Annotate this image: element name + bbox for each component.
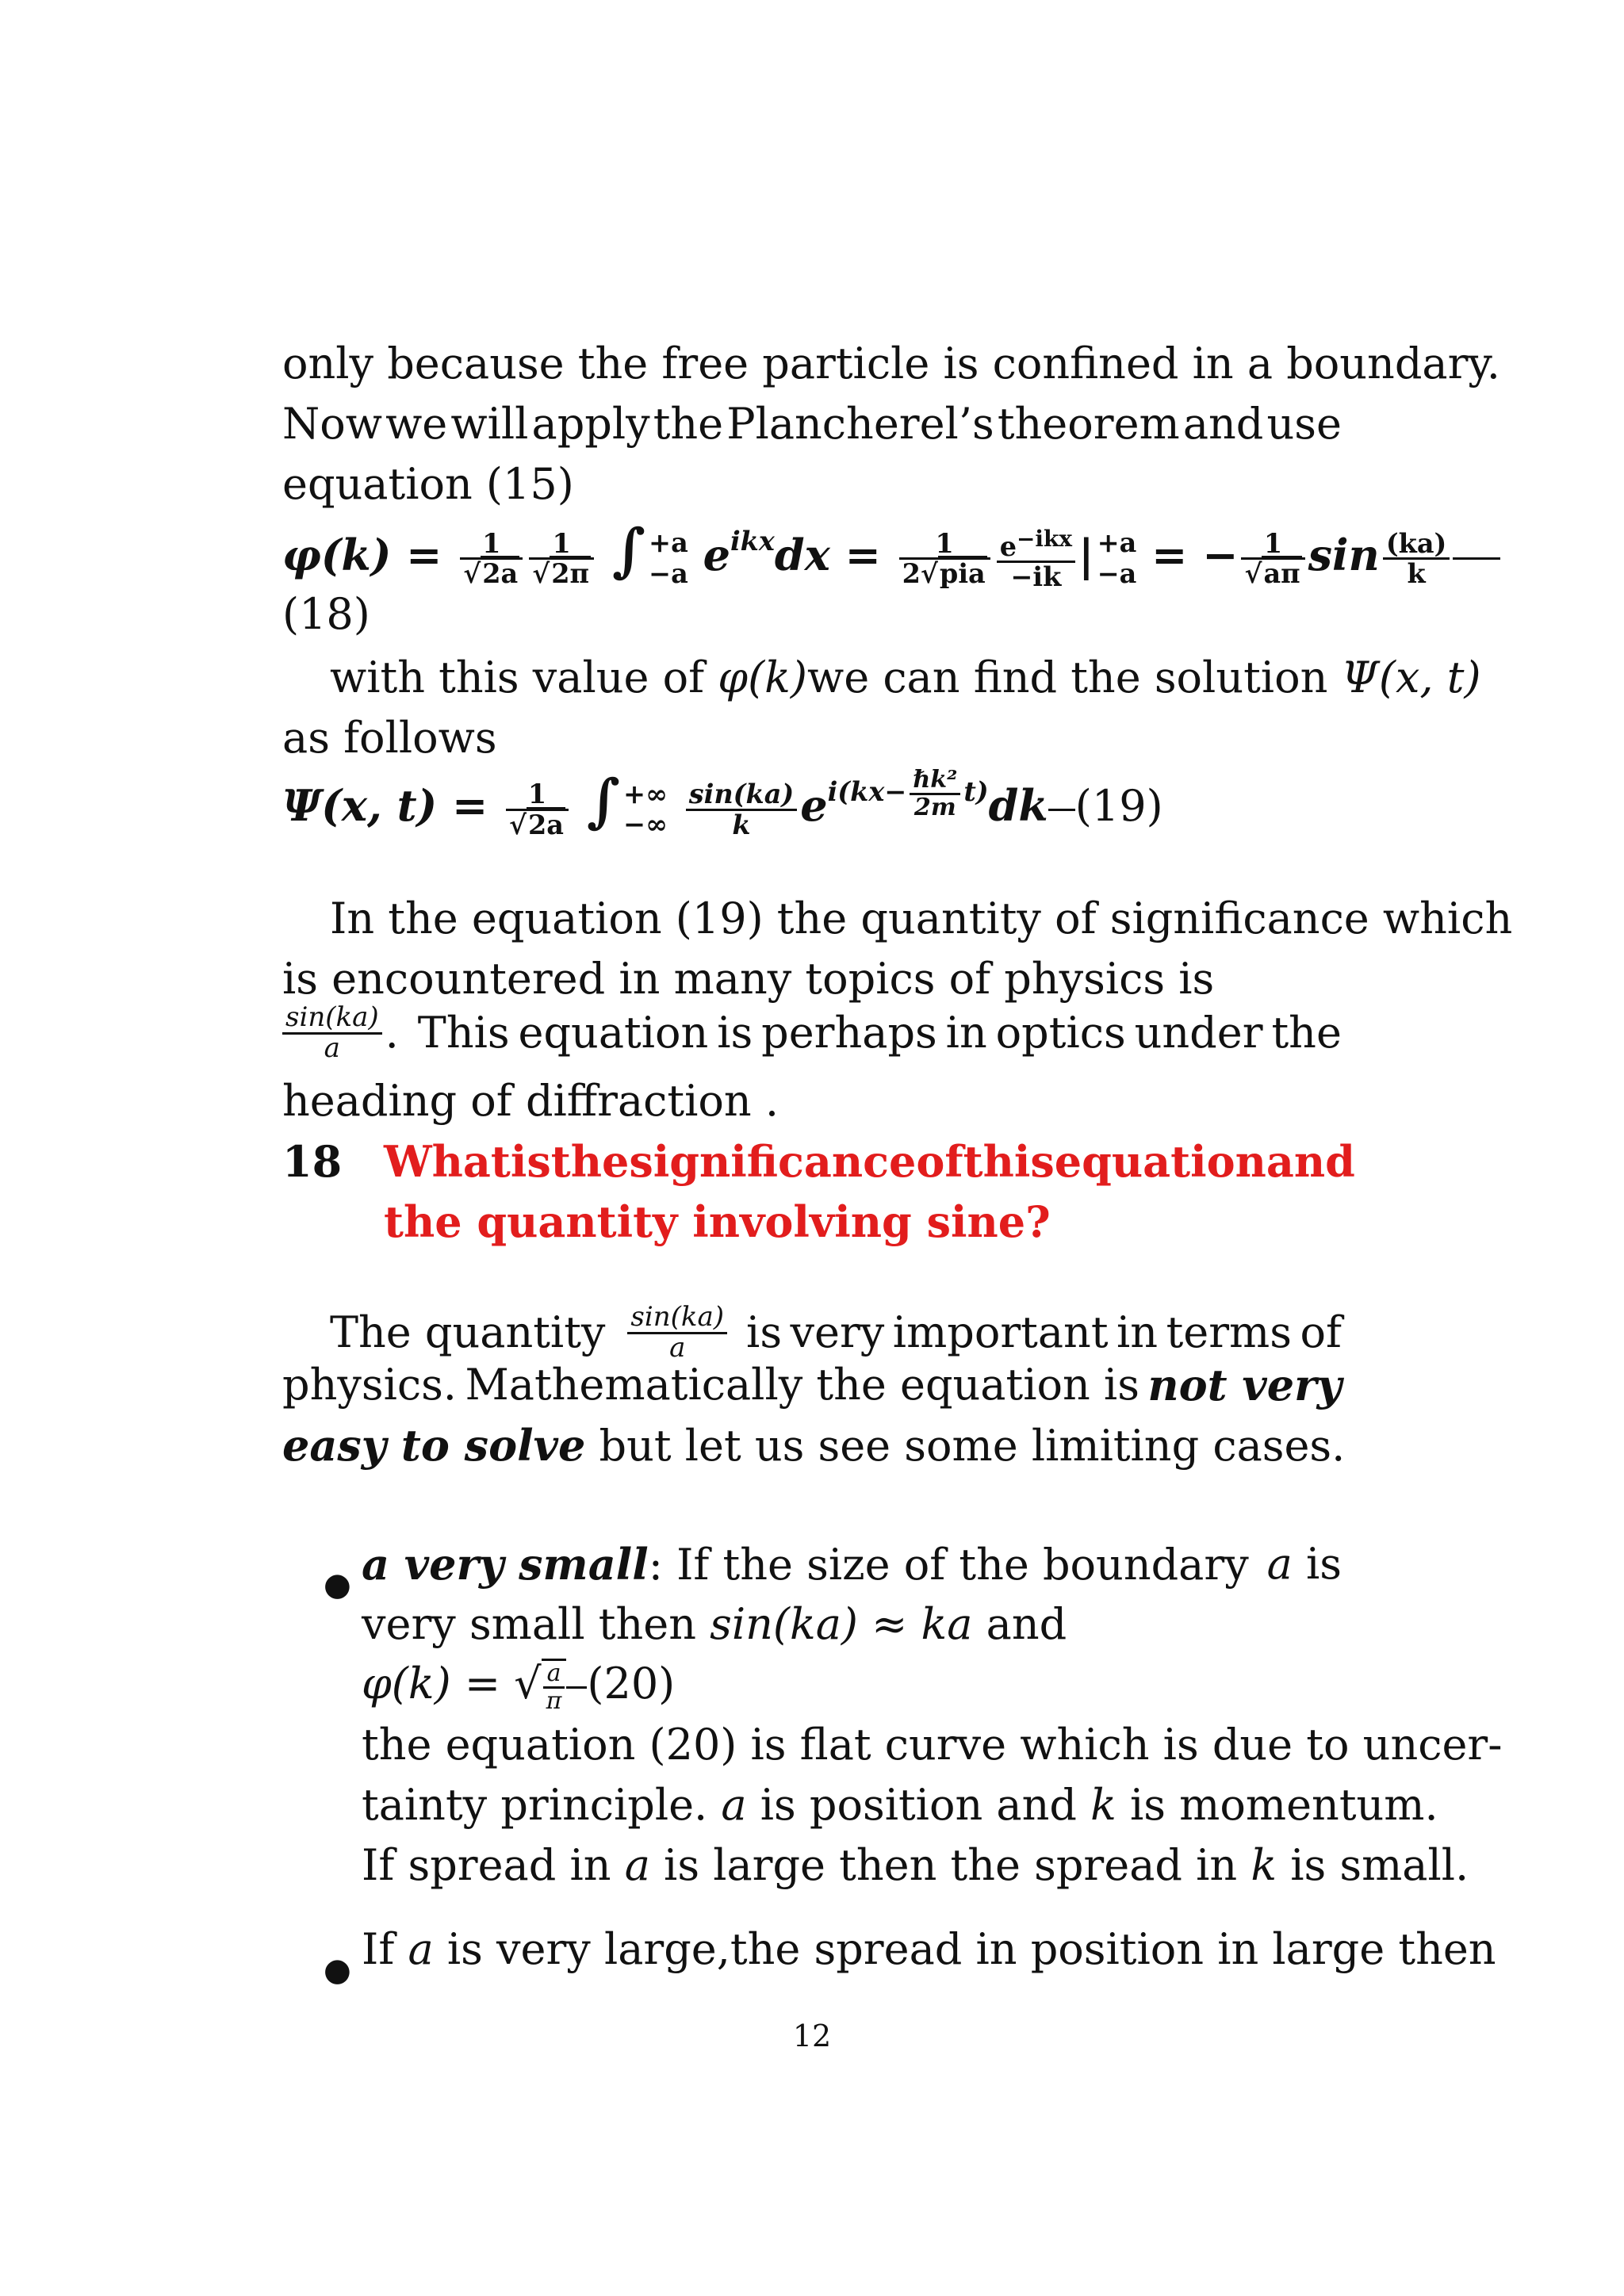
text-run: is small. [1277, 1840, 1469, 1890]
paragraph-line-justified [282, 1360, 1342, 1410]
word: and [1182, 399, 1264, 449]
bullet-1-line-1 [362, 1539, 1342, 1590]
word: the [1271, 1008, 1342, 1058]
text-run: If spread in [362, 1840, 625, 1890]
word: this [963, 1136, 1055, 1187]
word: is [510, 1136, 551, 1187]
bullet-1-line-2 [362, 1599, 1342, 1649]
section-title-line-1 [384, 1136, 1355, 1187]
equation-number: (18) [282, 589, 370, 639]
page-number: 12 [792, 2019, 832, 2053]
text-run: very small then [362, 1599, 710, 1649]
bullet-1-line-6: If spread in a is large then the spread in k is small. [362, 1840, 1469, 1890]
text-run: is large then the spread in [649, 1840, 1251, 1890]
math-run: sin(ka) ≈ ka [710, 1599, 973, 1649]
word: we [385, 399, 448, 449]
paragraph-line: is encountered in many topics of physics is [282, 954, 1215, 1004]
text-run: is position and [746, 1780, 1091, 1830]
word: What [384, 1136, 511, 1187]
paragraph-line [330, 652, 1481, 702]
emphasis: not very [1147, 1360, 1342, 1410]
word: and [1266, 1136, 1355, 1187]
text-run: Mathematically the equation is [465, 1360, 1139, 1410]
bullet-heading: a very small [362, 1539, 649, 1590]
word: in [945, 1008, 987, 1058]
bullet-1-line-4: the equation (20) is flat curve which is due to uncer- [362, 1720, 1503, 1770]
emphasis: easy to solve [282, 1420, 586, 1471]
word: is [717, 1008, 753, 1058]
paragraph-line: as follows [282, 713, 497, 763]
word: in [1116, 1307, 1159, 1358]
word: the [550, 1136, 630, 1187]
word: of [916, 1136, 963, 1187]
text-run: is very large,the spread in position in large then [433, 1924, 1496, 1974]
paragraph-line-justified: $\frac{\sin(ka)}{a}$ . This equation is perhaps in optics under the [282, 1004, 1342, 1062]
psi-of-x-t: Ψ(x, t) [1341, 652, 1481, 702]
text-run: physics. [282, 1360, 457, 1410]
text-run: If [362, 1924, 408, 1974]
word: of [1300, 1307, 1342, 1358]
text-run: but let us see some limiting cases. [585, 1421, 1346, 1471]
paragraph-line: only because the free particle is confined in a boundary. [282, 339, 1500, 388]
word: This [417, 1008, 510, 1058]
bullet-marker: ● [324, 1567, 351, 1603]
text-run: The quantity [330, 1307, 606, 1358]
paragraph-line: heading of diffraction . [282, 1076, 779, 1126]
paragraph-line: equation (15) [282, 459, 574, 509]
word: significance [629, 1136, 917, 1187]
word: optics [995, 1008, 1126, 1058]
text-run: and [972, 1599, 1067, 1649]
paragraph-line: In the equation (19) the quantity of significance which [330, 894, 1513, 943]
text-run: is momentum. [1116, 1780, 1438, 1830]
paragraph-line [282, 1420, 1346, 1471]
word: the [653, 399, 724, 449]
phi-of-k: φ(k) [718, 652, 807, 702]
equation-18: φ(k) = $\frac{1}{√2a}$ $\frac{1}{√2\pi}$ ∫ +a −a $e^{ikx}dx$ = $\frac{1}{\text{2√pia}}$ $\frac{e^{-ikx}}{-ik}$ | +a −a = − $\frac{1}{√a\pi}$ sin $\frac{(ka)}{k}$ [282, 517, 1500, 591]
section-number: 18 [282, 1136, 343, 1187]
word: terms [1166, 1307, 1292, 1358]
equation-number: (20) [587, 1659, 676, 1709]
word: theorem [997, 399, 1180, 449]
word: is [746, 1307, 783, 1358]
equation-number: (19) [1074, 781, 1163, 832]
text-run: we can find the solution [806, 652, 1342, 702]
text-run: is [1306, 1539, 1342, 1589]
word: use [1266, 399, 1342, 449]
word: equation [1054, 1136, 1266, 1187]
word: perhaps [761, 1008, 937, 1058]
bullet-2-line-1: If a is very large,the spread in position in large then [362, 1924, 1496, 1974]
equation-19: Ψ(x, t) = $\frac{1}{√2a}$ ∫ +∞ −∞ $\frac{\sin(ka)}{k}$ $e^{i(kx- \frac{\text{ℏk²}}{2m} t)}dk$ (19) [282, 766, 1163, 840]
word: will [450, 399, 529, 449]
bullet-1-line-5: tainty principle. a is position and k is momentum. [362, 1780, 1438, 1830]
text-run: : If the size of the boundary [648, 1540, 1249, 1590]
word: equation [518, 1008, 709, 1058]
text-run: with this value of [330, 652, 718, 702]
equation-20: φ(k) = √ $\frac{a}{\pi}$ (20) [362, 1659, 676, 1715]
paragraph-line-justified [282, 399, 1342, 449]
paragraph-line-justified: The quantity $\frac{\sin(ka)}{a}$ is very important in terms of [330, 1301, 1342, 1364]
word: important [892, 1307, 1109, 1358]
text-run: tainty principle. [362, 1780, 722, 1830]
word: under [1134, 1008, 1263, 1058]
word: apply [531, 399, 650, 449]
section-title-line-2: the quantity involving sine? [384, 1196, 1051, 1247]
word: very [790, 1307, 885, 1358]
word: Plancherel’s [726, 399, 994, 449]
word: Now [282, 399, 382, 449]
variable: a [1266, 1539, 1293, 1589]
bullet-marker: ● [324, 1952, 351, 1988]
